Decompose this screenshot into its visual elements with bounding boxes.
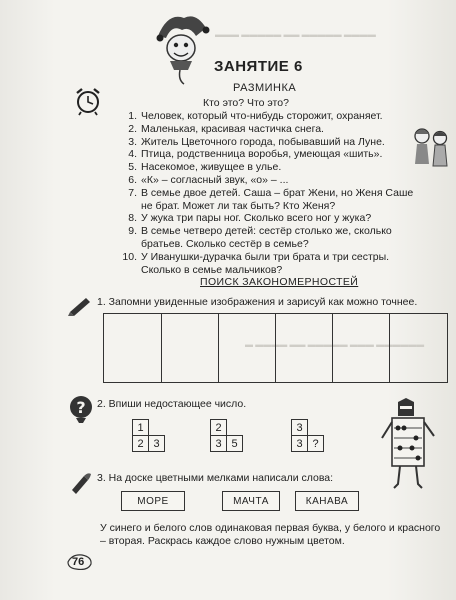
item-text: Насекомое, живущее в улье. [141,161,282,174]
item-number: 9. [128,225,137,238]
number-box [133,420,165,452]
item-text: Маленькая, красивая частичка снега. [141,122,324,135]
svg-text:?: ? [76,398,86,417]
jester-icon [150,8,212,88]
list-item [121,174,421,187]
item-number: 3. [128,135,137,148]
item-number: 8. [128,212,137,225]
item-number: 4. [128,148,137,161]
item-number: 2. [128,122,137,135]
list-item [121,136,421,149]
bleed-through-text: ▬ ▬▬▬▬ ▬▬ ▬▬▬▬▬ ▬▬▬ ▬▬▬▬▬▬ [245,340,425,349]
number-cell: 2 [210,419,227,436]
number-cell[interactable]: ? [307,435,324,452]
word-box[interactable]: КАНАВА [295,491,359,511]
item-text: Человек, который что-нибудь сторожит, охраняет. [141,110,383,122]
list-item [121,161,421,174]
pencil-icon [68,296,92,316]
warmup-question: Кто это? Что это? [203,97,289,109]
item-number: 5. [128,161,137,174]
grid-divider [389,314,390,382]
list-item [121,148,421,161]
list-item [121,123,421,136]
item-number: 10. [122,250,137,263]
grid-divider [218,314,219,382]
grid-divider [161,314,162,382]
bleed-through-text: ▬▬▬ ▬▬▬▬▬ ▬▬ ▬▬▬▬▬ ▬▬▬▬ [215,30,376,39]
item-text: «К» – согласный звук, «о» – ... [141,173,289,186]
item-number: 7. [128,186,137,199]
item-number: 6. [128,173,137,186]
list-item [121,212,421,225]
lesson-title: ЗАНЯТИЕ 6 [214,58,303,75]
number-cell: 1 [132,419,149,436]
item-text: У Иванушки-дурачка были три брата и три сестры. Сколько в семье мальчиков? [141,250,390,276]
item-text: В семье двое детей. Саша – брат Жени, но Женя Саше не брат. Может ли так быть? Кто Женя? [141,186,414,212]
task-3-text: 3. На доске цветными мелками написали слова: [97,472,334,484]
task-1-text: 1. Запомни увиденные изображения и зарисуй как можно точнее. [97,296,418,308]
knight-character-illustration [376,398,440,490]
children-illustration [408,124,452,172]
list-item [121,225,421,251]
riddle-list [121,110,421,276]
number-cell: 5 [226,435,243,452]
drawing-grid[interactable] [103,313,448,383]
task-2-text: 2. Впиши недостающее число. [97,398,247,410]
number-cell: 3 [291,419,308,436]
item-number: 1. [128,110,137,122]
item-text: Житель Цветочного города, побывавший на Луне. [141,135,385,148]
number-cell: 3 [291,435,308,452]
list-item [121,110,421,123]
alarm-clock-icon [74,86,102,116]
item-text: Птица, родственница воробья, умеющая «шить». [141,148,383,161]
task-3-instructions: У синего и белого слов одинаковая первая буква, у белого и красного – вторая. Раскрась каждое слово нужным цветом. [100,522,441,547]
number-cell: 3 [148,435,165,452]
number-box [292,420,324,452]
list-item [121,251,421,277]
grid-divider [332,314,333,382]
word-box[interactable]: МАЧТА [222,491,280,511]
page-number: 76 [72,556,85,568]
word-box[interactable]: МОРЕ [121,491,185,511]
brush-icon [68,472,92,494]
question-head-icon [68,394,94,424]
section-title-patterns: ПОИСК ЗАКОНОМЕРНОСТЕЙ [200,276,359,288]
number-box [211,420,243,452]
grid-divider [275,314,276,382]
item-text: В семье четверо детей: сестёр столько же, сколько братьев. Сколько сестёр в семье? [141,225,392,250]
item-text: У жука три пары ног. Сколько всего ног у жука? [141,212,372,225]
list-item [121,187,421,213]
section-title-warmup: РАЗМИНКА [233,82,297,94]
number-cell: 2 [132,435,149,452]
number-cell: 3 [210,435,227,452]
